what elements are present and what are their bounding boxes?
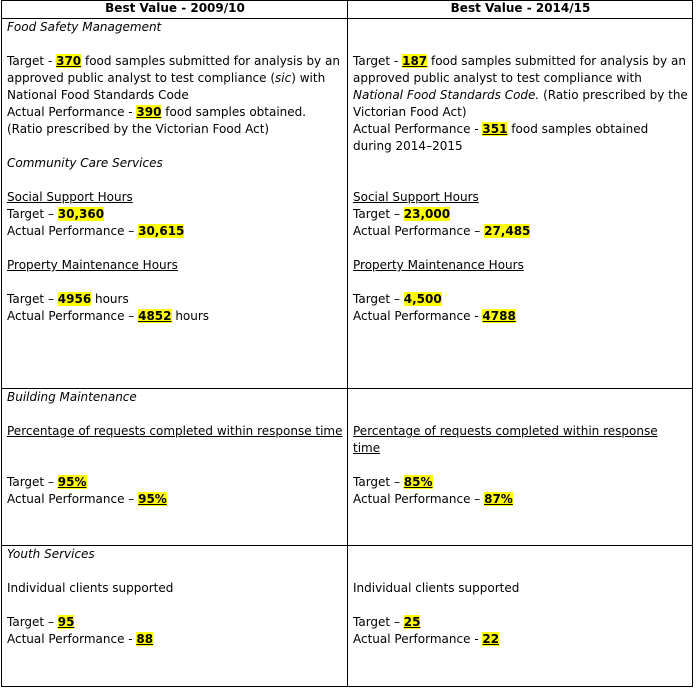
social-support-title-2014: Social Support Hours: [353, 190, 479, 204]
youth-clients-2009: Individual clients supported: [7, 581, 174, 595]
building-actual-2009: Actual Performance – 95%: [7, 492, 167, 506]
prop-target-2009: Target – 4956 hours: [7, 292, 129, 306]
cell-2014-food-community: [348, 19, 693, 389]
youth-target-2014: Target – 25: [353, 615, 421, 629]
food-actual-2014: Actual Performance - 351 food samples obtained during 2014–2015: [353, 122, 649, 153]
youth-clients-2014: Individual clients supported: [353, 581, 520, 595]
social-target-2014: Target – 23,000: [353, 207, 451, 221]
social-target-2009: Target – 30,360: [7, 207, 105, 221]
best-value-table: [1, 0, 693, 687]
header-col-2009: Best Value - 2009/10: [2, 1, 348, 19]
row-building: [2, 389, 693, 546]
cell-2009-youth: [2, 546, 348, 687]
building-title-2014: Percentage of requests completed within response time: [353, 424, 658, 455]
youth-actual-2014: Actual Performance - 22: [353, 632, 500, 646]
food-actual-2009: Actual Performance - 390 food samples obtained. (Ratio prescribed by the Victorian Food Act): [7, 105, 307, 136]
cell-2014-building: [348, 389, 693, 546]
cell-2009-food-community: [2, 19, 348, 389]
prop-target-2014: Target – 4,500: [353, 292, 442, 306]
food-target-2009: Target - 370 food samples submitted for analysis by an approved public analyst to test compliance (sic) with National Food Standards Code: [7, 54, 340, 102]
header-col-2014: Best Value - 2014/15: [348, 1, 693, 19]
row-youth: [2, 546, 693, 687]
cell-2009-building: [2, 389, 348, 546]
header-row: [2, 1, 693, 19]
social-actual-2009: Actual Performance – 30,615: [7, 224, 185, 238]
property-maint-title-2009: Property Maintenance Hours: [7, 258, 178, 272]
building-actual-2014: Actual Performance – 87%: [353, 492, 513, 506]
section-food-safety: Food Safety Management: [7, 20, 162, 34]
food-target-2014: Target - 187 food samples submitted for analysis by an approved public analyst to test compliance with National Food Standards Code. (Ratio prescribed by the Victorian Food Act): [353, 54, 688, 119]
cell-2014-youth: [348, 546, 693, 687]
building-target-2009: Target – 95%: [7, 475, 87, 489]
youth-actual-2009: Actual Performance - 88: [7, 632, 154, 646]
prop-actual-2009: Actual Performance – 4852 hours: [7, 309, 210, 323]
social-support-title-2009: Social Support Hours: [7, 190, 133, 204]
section-building-maintenance: Building Maintenance: [7, 390, 137, 404]
section-community-care: Community Care Services: [7, 156, 163, 170]
section-youth-services: Youth Services: [7, 547, 95, 561]
building-title-2009: Percentage of requests completed within response time: [7, 424, 343, 438]
building-target-2014: Target – 85%: [353, 475, 433, 489]
prop-actual-2014: Actual Performance - 4788: [353, 309, 516, 323]
youth-target-2009: Target – 95: [7, 615, 75, 629]
row-food-community: [2, 19, 693, 389]
social-actual-2014: Actual Performance – 27,485: [353, 224, 531, 238]
property-maint-title-2014: Property Maintenance Hours: [353, 258, 524, 272]
